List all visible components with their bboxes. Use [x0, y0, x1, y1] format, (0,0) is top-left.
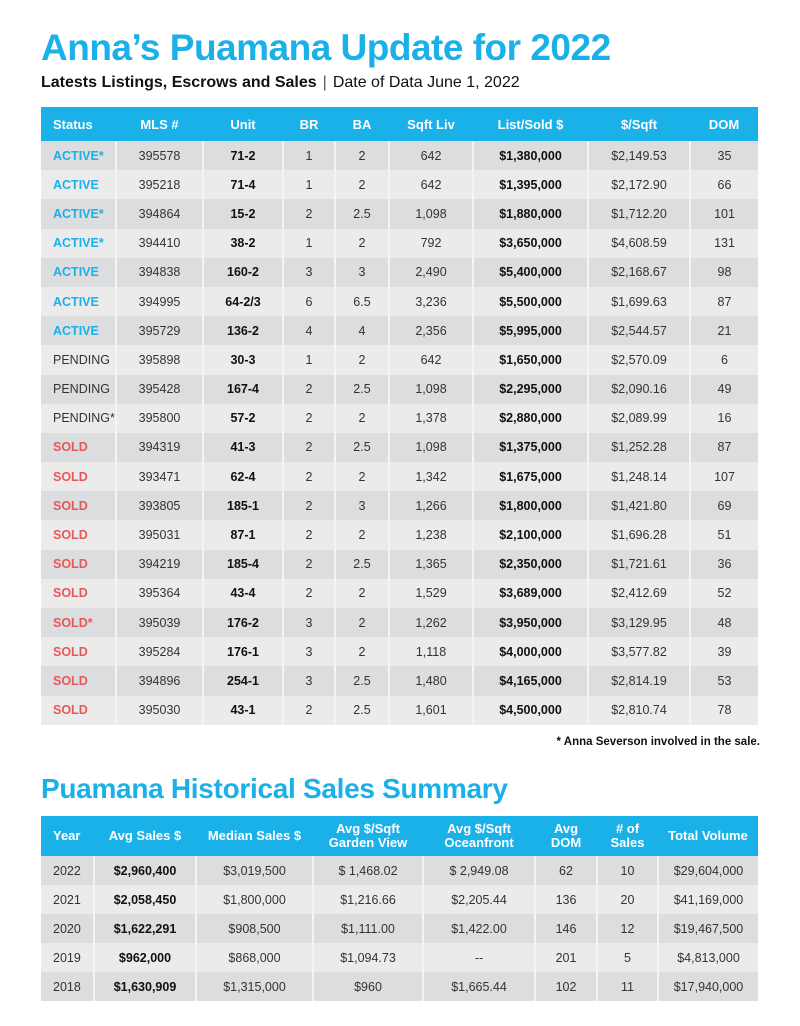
- status-cell: SOLD: [41, 491, 116, 520]
- ba-cell: 2: [335, 170, 389, 199]
- page-subtitle: [41, 74, 520, 92]
- br-cell: 3: [283, 637, 335, 666]
- status-cell: PENDING*: [41, 404, 116, 433]
- unit-cell: 71-4: [203, 170, 283, 199]
- table-row: [41, 885, 758, 914]
- mls-cell: 395218: [116, 170, 203, 199]
- avg-sales-cell: $962,000: [94, 943, 196, 972]
- price-cell: $2,295,000: [473, 375, 588, 404]
- table-row: [41, 375, 758, 404]
- dom-cell: 101: [690, 199, 758, 228]
- ba-cell: 4: [335, 316, 389, 345]
- total-volume-cell: $4,813,000: [658, 943, 758, 972]
- history-header-row: [41, 816, 758, 856]
- column-header: Sqft Liv: [389, 107, 473, 141]
- avg-sales-cell: $2,960,400: [94, 856, 196, 885]
- mls-cell: 395364: [116, 579, 203, 608]
- mls-cell: 394219: [116, 550, 203, 579]
- mls-cell: 395039: [116, 608, 203, 637]
- br-cell: 2: [283, 375, 335, 404]
- br-cell: 3: [283, 258, 335, 287]
- br-cell: 2: [283, 491, 335, 520]
- price-per-sqft-cell: $3,129.95: [588, 608, 690, 637]
- mls-cell: 395284: [116, 637, 203, 666]
- year-cell: 2020: [41, 914, 94, 943]
- listings-header-row: [41, 107, 758, 141]
- column-header-line: DOM: [550, 835, 582, 850]
- status-cell: ACTIVE*: [41, 141, 116, 170]
- oceanfront-psf-cell: $ 2,949.08: [423, 856, 535, 885]
- price-per-sqft-cell: $2,149.53: [588, 141, 690, 170]
- ba-cell: 2.5: [335, 550, 389, 579]
- br-cell: 3: [283, 608, 335, 637]
- table-row: [41, 170, 758, 199]
- ba-cell: 2: [335, 345, 389, 374]
- br-cell: 2: [283, 433, 335, 462]
- sqft-cell: 1,098: [389, 199, 473, 228]
- mls-cell: 394319: [116, 433, 203, 462]
- price-cell: $5,500,000: [473, 287, 588, 316]
- history-title: Puamana Historical Sales Summary: [41, 773, 508, 804]
- column-header: [196, 816, 313, 856]
- dom-cell: 69: [690, 491, 758, 520]
- dom-cell: 6: [690, 345, 758, 374]
- dom-cell: 48: [690, 608, 758, 637]
- price-cell: $4,500,000: [473, 696, 588, 725]
- table-row: [41, 914, 758, 943]
- ba-cell: 2.5: [335, 696, 389, 725]
- median-sales-cell: $1,315,000: [196, 972, 313, 1001]
- ba-cell: 2: [335, 520, 389, 549]
- table-row: [41, 141, 758, 170]
- price-cell: $5,400,000: [473, 258, 588, 287]
- br-cell: 2: [283, 696, 335, 725]
- sqft-cell: 792: [389, 229, 473, 258]
- price-cell: $1,380,000: [473, 141, 588, 170]
- dom-cell: 52: [690, 579, 758, 608]
- br-cell: 2: [283, 462, 335, 491]
- table-row: [41, 943, 758, 972]
- ba-cell: 2: [335, 637, 389, 666]
- br-cell: 4: [283, 316, 335, 345]
- sqft-cell: 642: [389, 141, 473, 170]
- ba-cell: 2.5: [335, 375, 389, 404]
- column-header: Status: [41, 107, 116, 141]
- ba-cell: 2.5: [335, 199, 389, 228]
- column-header-line: Oceanfront: [444, 835, 514, 850]
- mls-cell: 395729: [116, 316, 203, 345]
- unit-cell: 15-2: [203, 199, 283, 228]
- table-row: [41, 316, 758, 345]
- unit-cell: 30-3: [203, 345, 283, 374]
- sqft-cell: 1,480: [389, 666, 473, 695]
- price-per-sqft-cell: $1,699.63: [588, 287, 690, 316]
- unit-cell: 43-1: [203, 696, 283, 725]
- dom-cell: 16: [690, 404, 758, 433]
- unit-cell: 176-1: [203, 637, 283, 666]
- status-cell: SOLD: [41, 637, 116, 666]
- table-row: [41, 345, 758, 374]
- table-row: [41, 491, 758, 520]
- price-per-sqft-cell: $1,712.20: [588, 199, 690, 228]
- sqft-cell: 642: [389, 345, 473, 374]
- status-cell: PENDING: [41, 375, 116, 404]
- status-cell: SOLD: [41, 550, 116, 579]
- median-sales-cell: $3,019,500: [196, 856, 313, 885]
- column-header-line: Garden View: [328, 835, 408, 850]
- table-row: [41, 199, 758, 228]
- sqft-cell: 642: [389, 170, 473, 199]
- column-header: [94, 816, 196, 856]
- page-title: Anna’s Puamana Update for 2022: [41, 27, 611, 68]
- br-cell: 1: [283, 229, 335, 258]
- ba-cell: 2: [335, 579, 389, 608]
- data-date: Date of Data June 1, 2022: [332, 74, 520, 91]
- mls-cell: 395031: [116, 520, 203, 549]
- total-volume-cell: $29,604,000: [658, 856, 758, 885]
- sqft-cell: 1,529: [389, 579, 473, 608]
- price-cell: $2,100,000: [473, 520, 588, 549]
- mls-cell: 394838: [116, 258, 203, 287]
- sqft-cell: 2,490: [389, 258, 473, 287]
- unit-cell: 57-2: [203, 404, 283, 433]
- ba-cell: 3: [335, 491, 389, 520]
- table-row: [41, 637, 758, 666]
- mls-cell: 394896: [116, 666, 203, 695]
- column-header: $/Sqft: [588, 107, 690, 141]
- dom-cell: 53: [690, 666, 758, 695]
- sales-count-cell: 10: [597, 856, 658, 885]
- column-header: [535, 816, 597, 856]
- price-cell: $1,375,000: [473, 433, 588, 462]
- history-table: [41, 816, 758, 1001]
- dom-cell: 78: [690, 696, 758, 725]
- mls-cell: 395898: [116, 345, 203, 374]
- price-per-sqft-cell: $1,252.28: [588, 433, 690, 462]
- dom-cell: 36: [690, 550, 758, 579]
- price-per-sqft-cell: $2,090.16: [588, 375, 690, 404]
- unit-cell: 62-4: [203, 462, 283, 491]
- table-row: [41, 258, 758, 287]
- mls-cell: 394995: [116, 287, 203, 316]
- column-header-line: Avg: [553, 821, 579, 836]
- avg-sales-cell: $2,058,450: [94, 885, 196, 914]
- oceanfront-psf-cell: $1,665.44: [423, 972, 535, 1001]
- column-header-line: Year: [53, 828, 81, 843]
- mls-cell: 395030: [116, 696, 203, 725]
- garden-view-psf-cell: $1,111.00: [313, 914, 423, 943]
- price-cell: $3,950,000: [473, 608, 588, 637]
- footnote: * Anna Severson involved in the sale.: [556, 736, 760, 748]
- mls-cell: 394410: [116, 229, 203, 258]
- price-cell: $4,165,000: [473, 666, 588, 695]
- price-per-sqft-cell: $2,570.09: [588, 345, 690, 374]
- status-cell: SOLD: [41, 696, 116, 725]
- median-sales-cell: $908,500: [196, 914, 313, 943]
- unit-cell: 254-1: [203, 666, 283, 695]
- year-cell: 2019: [41, 943, 94, 972]
- sqft-cell: 1,365: [389, 550, 473, 579]
- price-per-sqft-cell: $2,089.99: [588, 404, 690, 433]
- table-row: [41, 229, 758, 258]
- oceanfront-psf-cell: $2,205.44: [423, 885, 535, 914]
- column-header: [658, 816, 758, 856]
- sqft-cell: 1,342: [389, 462, 473, 491]
- table-row: [41, 666, 758, 695]
- dom-cell: 98: [690, 258, 758, 287]
- br-cell: 2: [283, 579, 335, 608]
- dom-cell: 39: [690, 637, 758, 666]
- oceanfront-psf-cell: $1,422.00: [423, 914, 535, 943]
- status-cell: SOLD: [41, 433, 116, 462]
- avg-dom-cell: 146: [535, 914, 597, 943]
- status-cell: PENDING: [41, 345, 116, 374]
- subtitle-separator: |: [322, 74, 327, 91]
- avg-dom-cell: 102: [535, 972, 597, 1001]
- sqft-cell: 1,238: [389, 520, 473, 549]
- sqft-cell: 1,098: [389, 433, 473, 462]
- unit-cell: 87-1: [203, 520, 283, 549]
- br-cell: 1: [283, 170, 335, 199]
- column-header: [423, 816, 535, 856]
- table-row: [41, 404, 758, 433]
- year-cell: 2021: [41, 885, 94, 914]
- ba-cell: 2: [335, 462, 389, 491]
- dom-cell: 35: [690, 141, 758, 170]
- mls-cell: 393805: [116, 491, 203, 520]
- column-header: DOM: [690, 107, 758, 141]
- ba-cell: 3: [335, 258, 389, 287]
- year-cell: 2022: [41, 856, 94, 885]
- br-cell: 2: [283, 404, 335, 433]
- unit-cell: 64-2/3: [203, 287, 283, 316]
- mls-cell: 395428: [116, 375, 203, 404]
- price-per-sqft-cell: $2,814.19: [588, 666, 690, 695]
- br-cell: 3: [283, 666, 335, 695]
- unit-cell: 185-4: [203, 550, 283, 579]
- garden-view-psf-cell: $1,216.66: [313, 885, 423, 914]
- mls-cell: 395800: [116, 404, 203, 433]
- unit-cell: 71-2: [203, 141, 283, 170]
- dom-cell: 107: [690, 462, 758, 491]
- unit-cell: 176-2: [203, 608, 283, 637]
- price-cell: $1,675,000: [473, 462, 588, 491]
- unit-cell: 38-2: [203, 229, 283, 258]
- ba-cell: 2.5: [335, 433, 389, 462]
- ba-cell: 2.5: [335, 666, 389, 695]
- table-row: [41, 856, 758, 885]
- avg-sales-cell: $1,622,291: [94, 914, 196, 943]
- sqft-cell: 1,378: [389, 404, 473, 433]
- table-row: [41, 520, 758, 549]
- price-per-sqft-cell: $2,172.90: [588, 170, 690, 199]
- price-per-sqft-cell: $1,721.61: [588, 550, 690, 579]
- dom-cell: 87: [690, 433, 758, 462]
- table-row: [41, 287, 758, 316]
- total-volume-cell: $17,940,000: [658, 972, 758, 1001]
- avg-dom-cell: 62: [535, 856, 597, 885]
- sqft-cell: 1,118: [389, 637, 473, 666]
- ba-cell: 6.5: [335, 287, 389, 316]
- total-volume-cell: $41,169,000: [658, 885, 758, 914]
- status-cell: SOLD*: [41, 608, 116, 637]
- status-cell: SOLD: [41, 462, 116, 491]
- ba-cell: 2: [335, 404, 389, 433]
- ba-cell: 2: [335, 608, 389, 637]
- status-cell: ACTIVE*: [41, 199, 116, 228]
- avg-dom-cell: 136: [535, 885, 597, 914]
- table-row: [41, 972, 758, 1001]
- avg-sales-cell: $1,630,909: [94, 972, 196, 1001]
- price-cell: $4,000,000: [473, 637, 588, 666]
- status-cell: ACTIVE: [41, 316, 116, 345]
- year-cell: 2018: [41, 972, 94, 1001]
- price-cell: $1,395,000: [473, 170, 588, 199]
- unit-cell: 167-4: [203, 375, 283, 404]
- column-header: [597, 816, 658, 856]
- br-cell: 1: [283, 141, 335, 170]
- oceanfront-psf-cell: --: [423, 943, 535, 972]
- column-header: BR: [283, 107, 335, 141]
- br-cell: 2: [283, 550, 335, 579]
- median-sales-cell: $868,000: [196, 943, 313, 972]
- column-header-line: Avg $/Sqft: [447, 821, 511, 836]
- price-cell: $2,880,000: [473, 404, 588, 433]
- column-header: BA: [335, 107, 389, 141]
- dom-cell: 49: [690, 375, 758, 404]
- mls-cell: 395578: [116, 141, 203, 170]
- table-row: [41, 696, 758, 725]
- status-cell: SOLD: [41, 520, 116, 549]
- price-cell: $1,880,000: [473, 199, 588, 228]
- price-cell: $3,689,000: [473, 579, 588, 608]
- br-cell: 2: [283, 199, 335, 228]
- br-cell: 2: [283, 520, 335, 549]
- sqft-cell: 2,356: [389, 316, 473, 345]
- median-sales-cell: $1,800,000: [196, 885, 313, 914]
- price-per-sqft-cell: $2,810.74: [588, 696, 690, 725]
- status-cell: SOLD: [41, 666, 116, 695]
- total-volume-cell: $19,467,500: [658, 914, 758, 943]
- price-per-sqft-cell: $3,577.82: [588, 637, 690, 666]
- listings-table: [41, 107, 758, 725]
- price-per-sqft-cell: $4,608.59: [588, 229, 690, 258]
- price-per-sqft-cell: $2,544.57: [588, 316, 690, 345]
- price-cell: $2,350,000: [473, 550, 588, 579]
- column-header-line: Avg Sales $: [108, 828, 182, 843]
- column-header-line: Sales: [610, 835, 645, 850]
- sqft-cell: 1,262: [389, 608, 473, 637]
- unit-cell: 43-4: [203, 579, 283, 608]
- column-header: List/Sold $: [473, 107, 588, 141]
- table-row: [41, 608, 758, 637]
- sales-count-cell: 5: [597, 943, 658, 972]
- table-row: [41, 462, 758, 491]
- status-cell: ACTIVE*: [41, 229, 116, 258]
- column-header-line: Avg $/Sqft: [336, 821, 400, 836]
- price-per-sqft-cell: $1,421.80: [588, 491, 690, 520]
- mls-cell: 393471: [116, 462, 203, 491]
- avg-dom-cell: 201: [535, 943, 597, 972]
- unit-cell: 185-1: [203, 491, 283, 520]
- unit-cell: 160-2: [203, 258, 283, 287]
- mls-cell: 394864: [116, 199, 203, 228]
- dom-cell: 51: [690, 520, 758, 549]
- status-cell: ACTIVE: [41, 258, 116, 287]
- garden-view-psf-cell: $960: [313, 972, 423, 1001]
- status-cell: ACTIVE: [41, 287, 116, 316]
- dom-cell: 21: [690, 316, 758, 345]
- column-header-line: # of: [615, 821, 640, 836]
- br-cell: 1: [283, 345, 335, 374]
- column-header: [313, 816, 423, 856]
- price-cell: $3,650,000: [473, 229, 588, 258]
- ba-cell: 2: [335, 229, 389, 258]
- status-cell: ACTIVE: [41, 170, 116, 199]
- table-row: [41, 433, 758, 462]
- price-cell: $5,995,000: [473, 316, 588, 345]
- garden-view-psf-cell: $ 1,468.02: [313, 856, 423, 885]
- sales-count-cell: 12: [597, 914, 658, 943]
- column-header-line: Median Sales $: [207, 828, 302, 843]
- price-per-sqft-cell: $1,696.28: [588, 520, 690, 549]
- sales-count-cell: 11: [597, 972, 658, 1001]
- column-header-line: Total Volume: [668, 828, 748, 843]
- dom-cell: 87: [690, 287, 758, 316]
- sales-count-cell: 20: [597, 885, 658, 914]
- sqft-cell: 1,601: [389, 696, 473, 725]
- sqft-cell: 1,098: [389, 375, 473, 404]
- br-cell: 6: [283, 287, 335, 316]
- ba-cell: 2: [335, 141, 389, 170]
- column-header: MLS #: [116, 107, 203, 141]
- unit-cell: 136-2: [203, 316, 283, 345]
- column-header: Unit: [203, 107, 283, 141]
- subtitle-heading: Latests Listings, Escrows and Sales: [41, 74, 317, 91]
- table-row: [41, 550, 758, 579]
- price-cell: $1,650,000: [473, 345, 588, 374]
- dom-cell: 131: [690, 229, 758, 258]
- dom-cell: 66: [690, 170, 758, 199]
- table-row: [41, 579, 758, 608]
- unit-cell: 41-3: [203, 433, 283, 462]
- price-per-sqft-cell: $2,412.69: [588, 579, 690, 608]
- sqft-cell: 1,266: [389, 491, 473, 520]
- price-per-sqft-cell: $2,168.67: [588, 258, 690, 287]
- price-per-sqft-cell: $1,248.14: [588, 462, 690, 491]
- sqft-cell: 3,236: [389, 287, 473, 316]
- garden-view-psf-cell: $1,094.73: [313, 943, 423, 972]
- price-cell: $1,800,000: [473, 491, 588, 520]
- column-header: [41, 816, 94, 856]
- status-cell: SOLD: [41, 579, 116, 608]
